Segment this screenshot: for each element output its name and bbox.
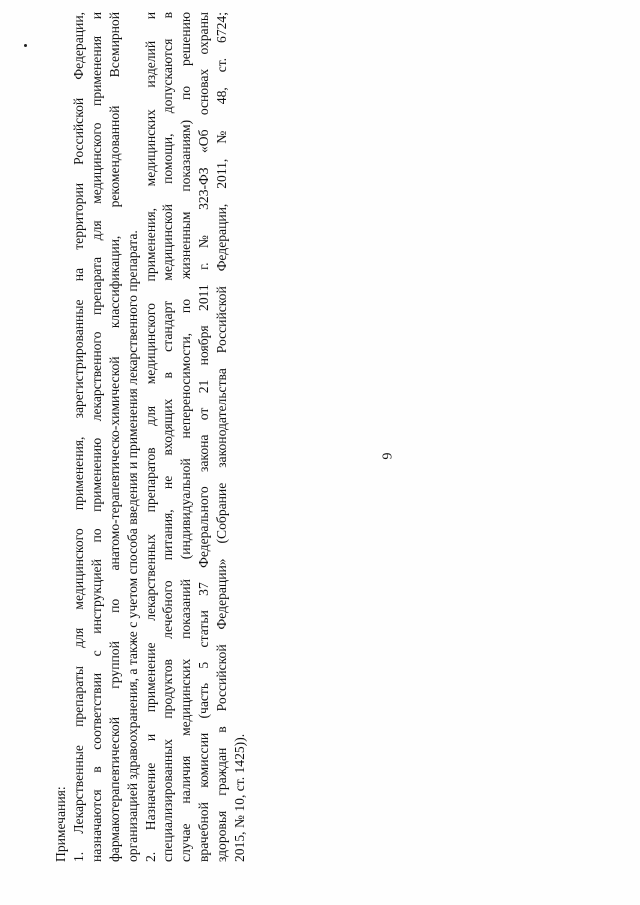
note-1-line: назначаются в соответствии с инструкцией по применению лекарственного препарата для медицинского применения и [88,12,104,862]
notes-heading: Примечания: [53,786,68,862]
note-2-line: 2. Назначение и применение лекарственных препаратов для медицинского применения, медицинских изделий и [142,12,158,862]
note-2-line: здоровья граждан в Российской Федерации» (Собрание законодательства Российской Федерации, 2011, № 48, ст. 6724; [214,12,230,862]
note-2-line: специализированных продуктов лечебного питания, не входящих в стандарт медицинской помощи, допускаются в [160,12,176,862]
page-number: 6 [378,452,394,460]
note-1-line: организацией здравоохранения, а также с учетом способа введения и применения лекарственного препарата. [124,230,140,862]
note-1-line: 1. Лекарственные препараты для медицинского применения, зарегистрированные на территории Российской Федерации, [70,12,86,862]
note-1-line: фармакотерапевтической группой по анатомо-терапевтическо-химической классификации, рекомендованной Всемирной [106,12,122,862]
note-2-line: врачебной комиссии (часть 5 статьи 37 Федерального закона от 21 ноября 2011 г. № 323-ФЗ «Об основах охраны [196,12,212,862]
note-2-line: 2015, № 10, ст. 1425)). [232,733,248,862]
scan-mark [24,44,27,47]
note-2-line: случае наличия медицинских показаний (индивидуальной непереносимости, по жизненным показаниям) по решению [178,12,194,862]
notes-block [52,12,249,862]
